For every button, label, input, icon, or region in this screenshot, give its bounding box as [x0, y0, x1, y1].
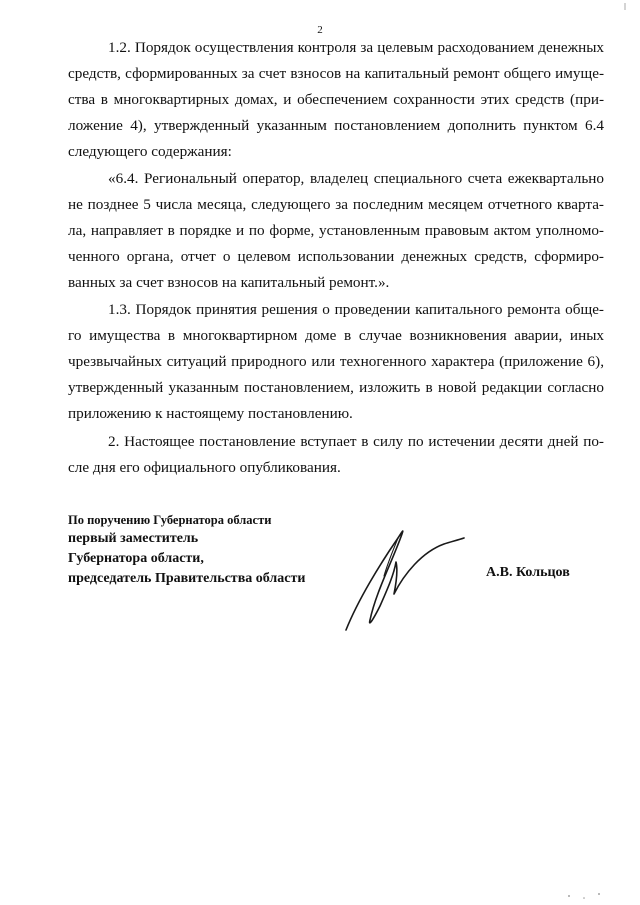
paragraph-1-2-line: ства в многоквартирных домах, и обеспечением сохранности этих средств (при- — [68, 91, 604, 108]
signature-title-line: Губернатора области, — [68, 551, 204, 566]
paragraph-1-3-line: го имущества в многоквартирном доме в случае возникновения аварии, иных — [68, 327, 604, 344]
paragraph-1-3-line: приложению к настоящему постановлению. — [68, 405, 353, 422]
page-number: 2 — [317, 24, 323, 36]
signature-block — [68, 512, 305, 589]
paragraph-1-2-line: 1.2. Порядок осуществления контроля за целевым расходованием денежных — [108, 39, 604, 56]
handwritten-signature — [340, 522, 470, 634]
paragraph-1-2-line: ложение 4), утвержденный указанным постановлением дополнить пунктом 6.4 — [68, 117, 604, 134]
signature-title-line: председатель Правительства области — [68, 571, 306, 586]
paragraph-6-4-line: ванных за счет взносов на капитальный ремонт.». — [68, 274, 390, 291]
paragraph-2-line: 2. Настоящее постановление вступает в силу по истечении десяти дней по- — [108, 433, 604, 450]
signature-authority-line: По поручению Губернатора области — [68, 513, 272, 527]
paragraph-1-3-line: чрезвычайных ситуаций природного или техногенного характера (приложение 6), — [68, 353, 604, 370]
paragraph-6-4-line: не позднее 5 числа месяца, следующего за последним месяцем отчетного кварта- — [68, 196, 604, 213]
paragraph-6-4-line: ченного органа, отчет о целевом использовании денежных средств, сформиро- — [68, 248, 604, 265]
scan-speck — [566, 888, 606, 902]
paragraph-1-2-line: следующего содержания: — [68, 143, 232, 160]
signer-name: А.В. Кольцов — [486, 565, 570, 580]
paragraph-6-4-line: ла, направляет в порядке и по форме, установленным правовым актом уполномо- — [68, 222, 604, 239]
paragraph-2-line: сле дня его официального опубликования. — [68, 459, 341, 476]
paragraph-1-3-line: 1.3. Порядок принятия решения о проведении капитального ремонта обще- — [108, 301, 604, 318]
paragraph-1-3-line: утвержденный указанным постановлением, изложить в новой редакции согласно — [68, 379, 604, 396]
signature-title-line: первый заместитель — [68, 531, 199, 546]
paragraph-1-2-line: средств, сформированных за счет взносов на капитальный ремонт общего имуще- — [68, 65, 604, 82]
paragraph-6-4-line: «6.4. Региональный оператор, владелец специального счета ежеквартально — [108, 170, 604, 187]
scan-speck — [622, 2, 628, 12]
